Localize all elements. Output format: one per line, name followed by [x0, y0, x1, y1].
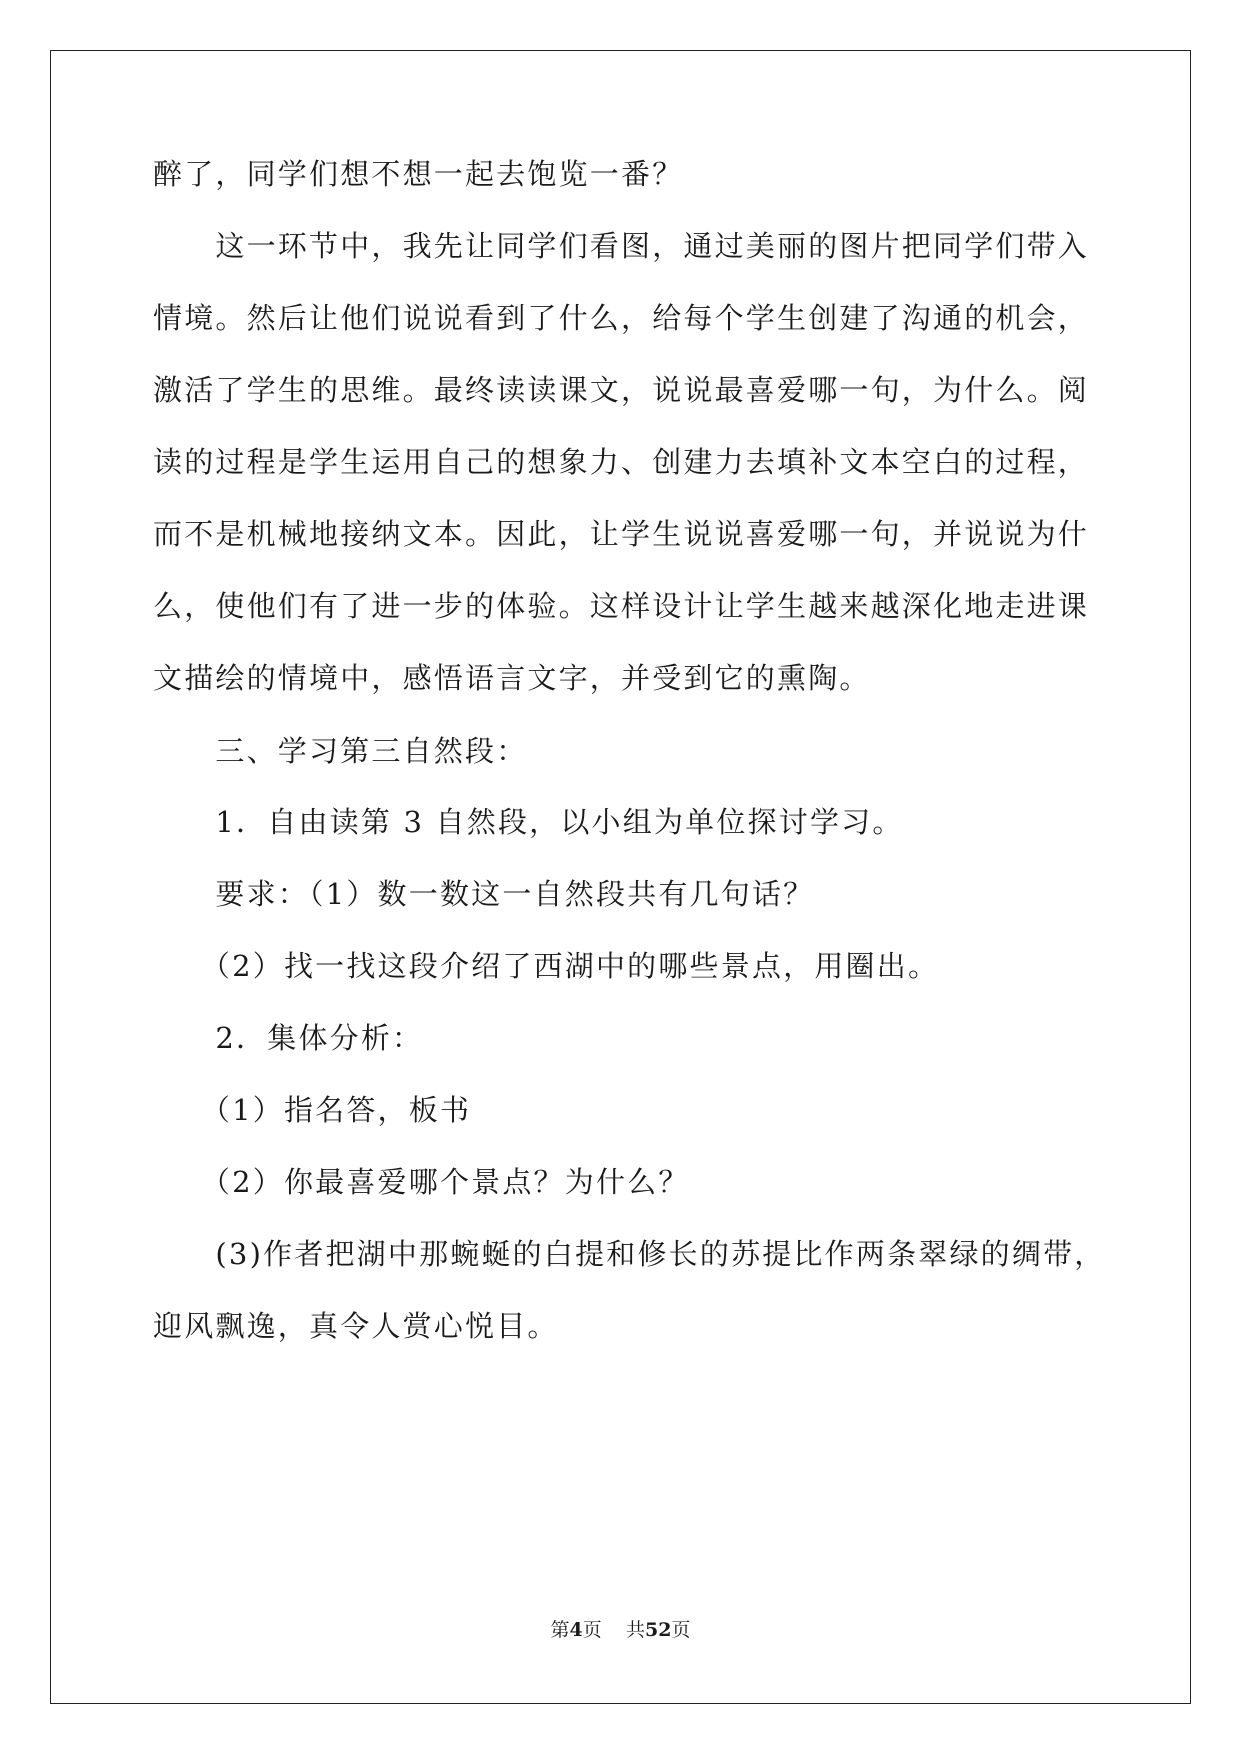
paragraph-line: 读的过程是学生运用自己的想象力、创建力去填补文本空白的过程，: [153, 445, 1090, 479]
paragraph-line: 文描绘的情境中，感悟语言文字，并受到它的熏陶。: [153, 661, 871, 695]
footer-total-unit: 页: [671, 1619, 691, 1641]
list-item: 要求：（1）数一数这一自然段共有几句话？: [153, 877, 815, 911]
list-item: （2）找一找这段介绍了西湖中的哪些景点，用圈出。: [153, 949, 940, 983]
paragraph-line: 这一环节中，我先让同学们看图，通过美丽的图片把同学们带入: [153, 229, 1090, 263]
paragraph-line: 么，使他们有了进一步的体验。这样设计让学生越来越深化地走进课: [153, 589, 1090, 623]
page-footer: [0, 1618, 1241, 1642]
list-item: 2．集体分析：: [153, 1021, 424, 1055]
paragraph-line: 情境。然后让他们说说看到了什么，给每个学生创建了沟通的机会，: [153, 301, 1090, 335]
section-heading: 三、学习第三自然段：: [153, 734, 528, 768]
list-item: (3)作者把湖中那蜿蜒的白提和修长的苏提比作两条翠绿的绸带，: [153, 1237, 1106, 1271]
paragraph-line: 醉了，同学们想不想一起去饱览一番？: [153, 157, 684, 191]
list-item: 1．自由读第 3 自然段，以小组为单位探讨学习。: [153, 805, 904, 839]
footer-total-pages: 52: [644, 1619, 672, 1641]
paragraph-line: 迎风飘逸，真令人赏心悦目。: [153, 1309, 559, 1343]
list-item: （1）指名答，板书: [153, 1093, 472, 1127]
footer-current-page: 4: [569, 1619, 583, 1641]
footer-total-prefix: 共: [625, 1619, 645, 1641]
paragraph-line: 而不是机械地接纳文本。因此，让学生说说喜爱哪一句，并说说为什: [153, 517, 1090, 551]
list-item: （2）你最喜爱哪个景点？为什么？: [153, 1165, 690, 1199]
paragraph-line: 激活了学生的思维。最终读读课文，说说最喜爱哪一句，为什么。阅: [153, 373, 1090, 407]
footer-page-prefix: 第: [550, 1619, 570, 1641]
footer-page-unit: 页: [582, 1619, 602, 1641]
